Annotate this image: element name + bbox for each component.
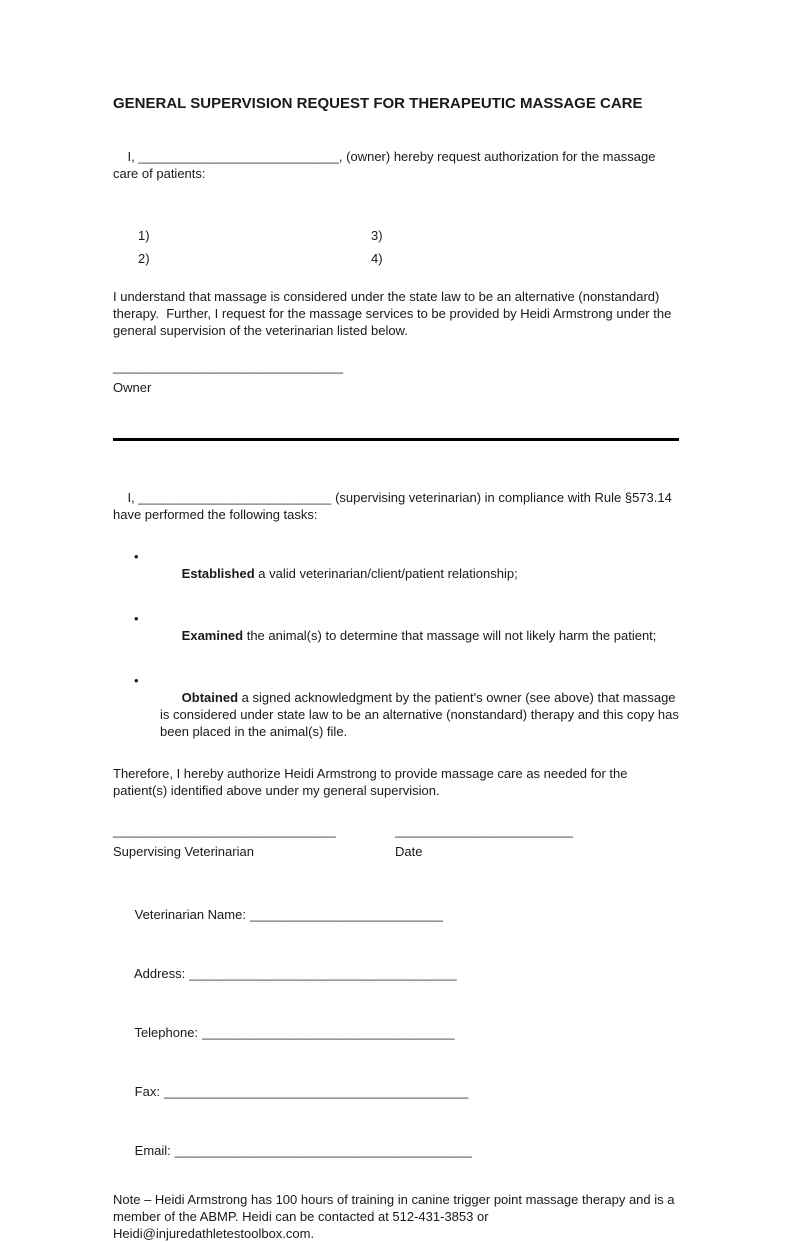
vet-compliance-paragraph	[113, 472, 679, 540]
telephone-blank: __________________________________	[202, 1025, 455, 1040]
task-item-established	[113, 548, 679, 599]
address-label: Address:	[133, 966, 186, 981]
vet-signature-label: Supervising Veterinarian	[113, 844, 254, 859]
address-blank: ____________________________________	[189, 966, 457, 981]
task-rest: the animal(s) to determine that massage will not likely harm the patient;	[243, 628, 657, 643]
field-row-fax	[113, 1066, 679, 1117]
vet-date-signature-block	[113, 822, 679, 860]
bullet-icon: •	[134, 549, 139, 564]
task-rest: a valid veterinarian/client/patient relationship;	[254, 566, 518, 581]
vet-compliance-post: (supervising veterinarian) in compliance with Rule §573.14 have performed the following tasks:	[113, 490, 676, 522]
owner-request-paragraph	[113, 131, 679, 199]
telephone-label: Telephone:	[134, 1025, 199, 1040]
email-label: Email:	[134, 1143, 171, 1158]
field-row-address	[113, 948, 679, 999]
patient-slot-4: 4)	[371, 251, 383, 266]
vet-signature-line: ______________________________	[113, 823, 336, 838]
task-rest: a signed acknowledgment by the patient's owner (see above) that massage is considered under state law to be an alternative (nonstandard) therapy and this copy has been placed in the animal(s) file.	[160, 690, 683, 739]
vet-compliance-pre: I,	[127, 490, 139, 505]
owner-request-pre: I,	[127, 149, 139, 164]
field-row-veterinarian-name	[113, 889, 679, 940]
task-lead: Obtained	[181, 690, 239, 705]
bullet-icon: •	[134, 611, 139, 626]
owner-signature-block	[113, 358, 679, 396]
patient-slot-list	[113, 227, 679, 267]
task-item-obtained	[113, 672, 683, 757]
authorization-paragraph: Therefore, I hereby authorize Heidi Armstrong to provide massage care as needed for the patient(s) identified above under my general supervision.	[113, 766, 632, 798]
document-title: GENERAL SUPERVISION REQUEST FOR THERAPEUTIC MASSAGE CARE	[113, 95, 643, 112]
section-divider	[113, 438, 679, 441]
vet-contact-fields	[113, 889, 679, 1176]
owner-name-blank-line: ___________________________	[138, 149, 339, 164]
bullet-icon: •	[134, 673, 139, 688]
task-list	[113, 548, 683, 757]
task-lead: Established	[181, 566, 255, 581]
patient-slot-1: 1)	[138, 228, 150, 243]
date-signature-label: Date	[395, 844, 423, 859]
patient-slot-3: 3)	[371, 228, 383, 243]
vet-name-blank-line: __________________________	[138, 490, 332, 505]
fax-label: Fax:	[134, 1084, 160, 1099]
owner-signature-label: Owner	[113, 380, 152, 395]
note-paragraph: Note – Heidi Armstrong has 100 hours of training in canine trigger point massage therapy and is a member of the ABMP. Heidi can be contacted at 512-431-3853 or Heidi@injuredathletestoolbox.com.	[113, 1192, 679, 1241]
fax-blank: _________________________________________	[163, 1084, 469, 1099]
date-signature-line: ________________________	[395, 823, 574, 838]
field-row-telephone	[113, 1007, 679, 1058]
field-row-email	[113, 1125, 679, 1176]
owner-request-post: , (owner) hereby request authorization for the massage care of patients:	[113, 149, 660, 181]
task-lead: Examined	[181, 628, 244, 643]
email-blank: ________________________________________	[174, 1143, 472, 1158]
task-item-examined	[113, 610, 679, 661]
veterinarian-name-blank: __________________________	[249, 907, 444, 922]
veterinarian-name-label: Veterinarian Name:	[134, 907, 246, 922]
patient-slot-2: 2)	[138, 251, 150, 266]
acknowledgment-paragraph: I understand that massage is considered under the state law to be an alternative (nonstandard) therapy. Further, I request for the massage services to be provided by Heidi Armstrong under the general supervision of the veterinarian listed below.	[113, 289, 675, 338]
owner-signature-line: _______________________________	[113, 359, 344, 374]
